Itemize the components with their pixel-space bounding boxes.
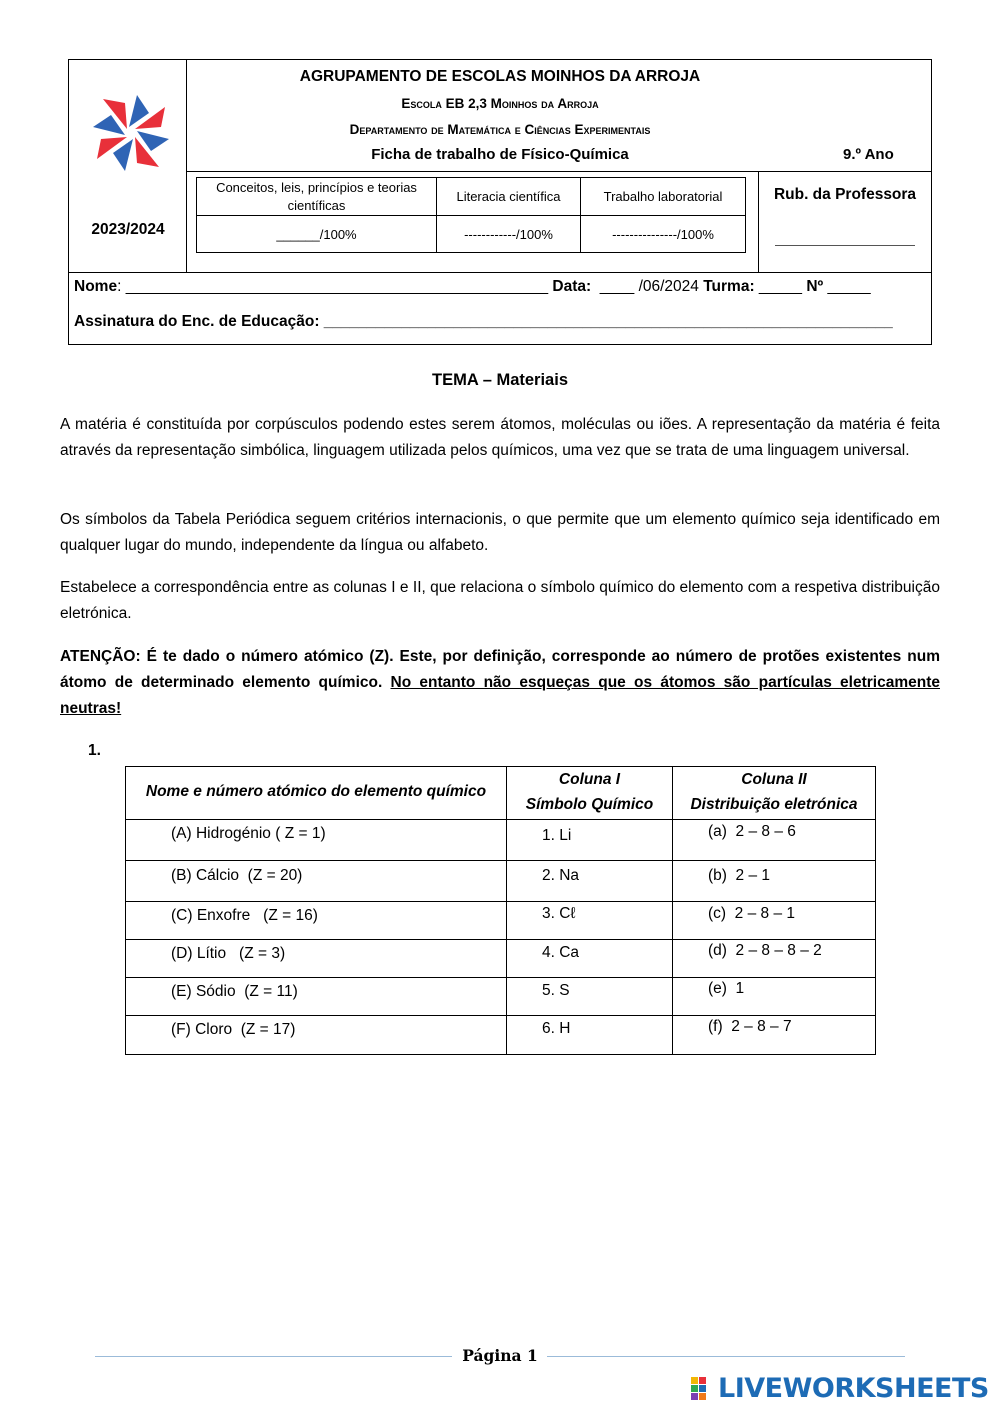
worksheet-title: Ficha de trabalho de Físico-Química [371, 146, 629, 163]
liveworksheets-logo[interactable] [690, 1373, 989, 1404]
table-header-column-1: Coluna I Símbolo Químico [525, 771, 654, 813]
teacher-signature-line[interactable] [775, 245, 915, 246]
element-cell: (E) Sódio (Z = 11) [171, 983, 298, 1000]
liveworksheets-cube-icon [690, 1376, 716, 1402]
element-cell: (A) Hidrogénio ( Z = 1) [171, 825, 326, 842]
table-header-column-2: Coluna II Distribuição eletrónica [690, 771, 858, 813]
school-name: Escola EB 2,3 Moinhos da Arroja [401, 96, 599, 111]
liveworksheets-brand: LIVEWORKSHEETS [718, 1373, 989, 1404]
header-divider-left [186, 59, 187, 273]
matching-table [125, 766, 876, 1055]
assessment-header-lab: Trabalho laboratorial [603, 188, 723, 204]
school-year: 2023/2024 [91, 221, 165, 238]
student-name-line[interactable]: Nome: _________________________________________________ Data: ____ /06/2024 Turma: _____ Nº _____ [74, 278, 871, 295]
table-header-element: Nome e número atómico do elemento químico [145, 783, 487, 800]
department-name: Departamento de Matemática e Ciências Experimentais [349, 122, 651, 137]
assessment-score-concepts: ______/100% [276, 226, 357, 242]
symbol-cell: 4. Ca [542, 944, 580, 961]
guardian-signature-line[interactable]: Assinatura do Enc. de Educação: __________________________________________________________________ [74, 313, 893, 330]
attention-note [60, 644, 940, 722]
config-cell: (d) 2 – 8 – 8 – 2 [708, 942, 822, 959]
page-number: Página 1 [462, 1346, 538, 1365]
header-divider-bottom [68, 272, 932, 273]
config-cell: (b) 2 – 1 [708, 867, 771, 884]
element-cell: (D) Lítio (Z = 3) [171, 945, 286, 962]
symbol-cell: 5. S [542, 982, 570, 999]
symbol-cell: 2. Na [542, 867, 580, 884]
symbol-cell: 6. H [542, 1020, 571, 1037]
assessment-score-literacy: ------------/100% [464, 226, 553, 242]
symbol-cell: 1. Li [542, 827, 572, 844]
header-divider-right [758, 171, 759, 273]
header-divider-mid [186, 171, 932, 172]
element-cell: (B) Cálcio (Z = 20) [171, 867, 303, 884]
attention-underlined: No entanto não esqueças que os átomos são partículas eletricamente neutras! [60, 674, 940, 717]
paragraph-intro: A matéria é constituída por corpúsculos podendo estes serem átomos, moléculas ou iões. A representação da matéria é feita através da representação simbólica, linguagem utilizada pelos químicos, uma vez que se trata de uma linguagem universal. [60, 416, 940, 459]
assessment-score-lab: ---------------/100% [612, 226, 714, 242]
config-cell: (a) 2 – 8 – 6 [708, 823, 796, 840]
school-group-title: AGRUPAMENTO DE ESCOLAS MOINHOS DA ARROJA [299, 68, 701, 85]
element-cell: (F) Cloro (Z = 17) [171, 1021, 296, 1038]
config-cell: (e) 1 [708, 980, 745, 997]
config-cell: (c) 2 – 8 – 1 [708, 905, 796, 922]
assessment-table [196, 177, 746, 253]
assessment-header-literacy: Literacia científica [456, 188, 561, 204]
element-cell: (C) Enxofre (Z = 16) [171, 907, 318, 924]
paragraph-instructions: Estabelece a correspondência entre as colunas I e II, que relaciona o símbolo químico do elemento com a respetiva distribuição eletrónica. [60, 579, 940, 622]
paragraph-symbols: Os símbolos da Tabela Periódica seguem critérios internacionis, o que permite que um elemento químico seja identificado em qualquer lugar do mundo, independente da língua ou alfabeto. [60, 511, 940, 554]
attention-bold: ATENÇÃO: É te dado o número atómico (Z). Este, por definição, corresponde ao número de protões existentes num átomo de determinado elemento químico. [60, 648, 940, 691]
teacher-signature-label: Rub. da Professora [773, 186, 917, 203]
assessment-header-concepts: Conceitos, leis, princípios e teorias científicas [216, 179, 417, 213]
theme-title: TEMA – Materiais [431, 371, 568, 389]
grade-label: 9.º Ano [843, 146, 894, 163]
symbol-cell: 3. Cℓ [542, 905, 576, 922]
question-number: 1. [88, 742, 101, 759]
config-cell: (f) 2 – 8 – 7 [708, 1018, 792, 1035]
